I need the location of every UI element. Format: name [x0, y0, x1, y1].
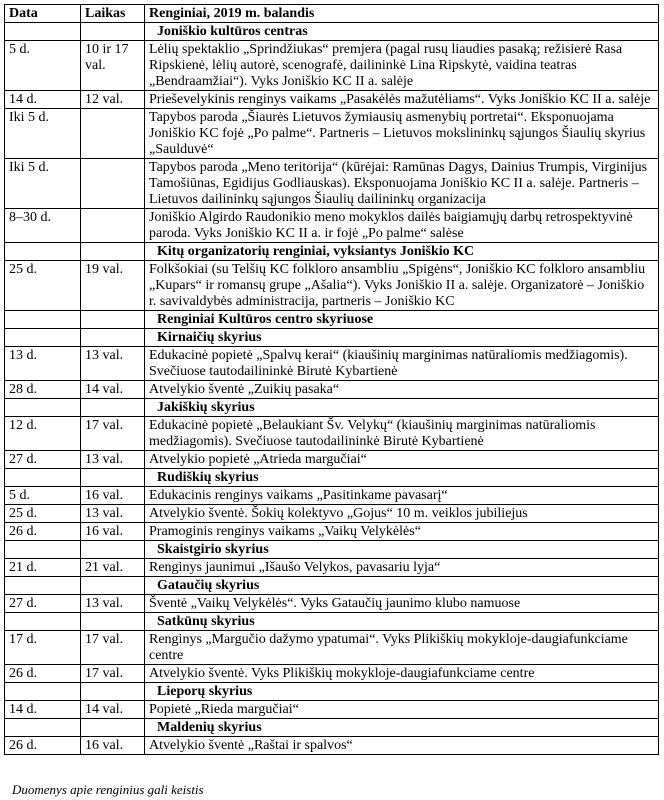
event-time: 13 val.: [81, 451, 145, 469]
event-date: 8–30 d.: [5, 209, 81, 243]
event-description: Lėlių spektaklio „Sprindžiukas“ premjera (pagal rusų liaudies pasaką; režisierė Rasa Ripskienė, lėlių autorė, scenografė, dailininkė Lina Ripskytė, vaidina teatras „Bendraamžiai“). Vyks Joniškio KC II a. salėje: [145, 41, 659, 91]
events-table: [4, 4, 659, 755]
header-events: Renginiai, 2019 m. balandis: [145, 5, 659, 23]
event-time: 13 val.: [81, 347, 145, 381]
event-row: [5, 595, 659, 613]
empty-cell: [81, 23, 145, 41]
empty-cell: [81, 613, 145, 631]
empty-cell: [5, 399, 81, 417]
event-row: [5, 209, 659, 243]
event-time: 14 val.: [81, 381, 145, 399]
empty-cell: [5, 469, 81, 487]
event-description: Atvelykio šventė „Zuikių pasaka“: [145, 381, 659, 399]
empty-cell: [5, 613, 81, 631]
event-date: 26 d.: [5, 665, 81, 683]
event-time: 19 val.: [81, 261, 145, 311]
event-time: 17 val.: [81, 665, 145, 683]
event-date: 14 d.: [5, 91, 81, 109]
empty-cell: [5, 329, 81, 347]
event-row: [5, 261, 659, 311]
section-title: Kitų organizatorių renginiai, vyksiantys Joniškio KC: [145, 243, 659, 261]
section-title: Maldenių skyrius: [145, 719, 659, 737]
empty-cell: [81, 541, 145, 559]
empty-cell: [81, 399, 145, 417]
event-time: 16 val.: [81, 487, 145, 505]
event-row: [5, 159, 659, 209]
event-row: [5, 523, 659, 541]
event-row: [5, 505, 659, 523]
event-row: [5, 559, 659, 577]
empty-cell: [81, 329, 145, 347]
event-description: Atvelykio šventė. Šokių kolektyvo „Gojus“ 10 m. veiklos jubiliejus: [145, 505, 659, 523]
empty-cell: [5, 541, 81, 559]
section-title: Skaistgirio skyrius: [145, 541, 659, 559]
section-header-row: [5, 719, 659, 737]
event-description: Renginys jaunimui „Išaušo Velykos, pavasariu lyja“: [145, 559, 659, 577]
empty-cell: [5, 719, 81, 737]
event-description: Atvelykio popietė „Atrieda margučiai“: [145, 451, 659, 469]
event-date: 13 d.: [5, 347, 81, 381]
section-header-row: [5, 683, 659, 701]
event-time: 17 val.: [81, 631, 145, 665]
event-time: 14 val.: [81, 701, 145, 719]
event-row: [5, 737, 659, 755]
section-title: Lieporų skyrius: [145, 683, 659, 701]
event-time: 17 val.: [81, 417, 145, 451]
section-title: Satkūnų skyrius: [145, 613, 659, 631]
empty-cell: [5, 243, 81, 261]
header-date: Data: [5, 5, 81, 23]
event-description: Renginys „Margučio dažymo ypatumai“. Vyks Plikiškių mokykloje-daugiafunkciame centre: [145, 631, 659, 665]
event-row: [5, 701, 659, 719]
event-row: [5, 381, 659, 399]
event-description: Atvelykio šventė „Raštai ir spalvos“: [145, 737, 659, 755]
event-date: 27 d.: [5, 451, 81, 469]
event-date: 25 d.: [5, 505, 81, 523]
event-time: [81, 159, 145, 209]
event-time: 13 val.: [81, 505, 145, 523]
event-time: 16 val.: [81, 523, 145, 541]
table-header-row: [5, 5, 659, 23]
event-row: [5, 109, 659, 159]
event-date: 14 d.: [5, 701, 81, 719]
event-time: 16 val.: [81, 737, 145, 755]
table-body: [5, 23, 659, 755]
event-row: [5, 451, 659, 469]
event-date: 5 d.: [5, 41, 81, 91]
event-row: [5, 41, 659, 91]
event-description: Popietė „Rieda margučiai“: [145, 701, 659, 719]
event-row: [5, 91, 659, 109]
section-header-row: [5, 541, 659, 559]
event-description: Edukacinė popietė „Spalvų kerai“ (kiaušinių marginimas natūraliomis medžiagomis). Svečiuose tautodailininkė Birutė Kybartienė: [145, 347, 659, 381]
empty-cell: [5, 311, 81, 329]
event-date: 21 d.: [5, 559, 81, 577]
section-title: Kirnaičių skyrius: [145, 329, 659, 347]
header-time: Laikas: [81, 5, 145, 23]
event-time: 12 val.: [81, 91, 145, 109]
section-title: Renginiai Kultūros centro skyriuose: [145, 311, 659, 329]
events-schedule: [4, 4, 658, 797]
footnote: Duomenys apie renginius gali keistis: [12, 782, 204, 797]
event-time: 10 ir 17 val.: [81, 41, 145, 91]
event-time: 21 val.: [81, 559, 145, 577]
event-date: 12 d.: [5, 417, 81, 451]
event-row: [5, 665, 659, 683]
empty-cell: [81, 469, 145, 487]
section-title: Rudiškių skyrius: [145, 469, 659, 487]
event-row: [5, 347, 659, 381]
event-date: 27 d.: [5, 595, 81, 613]
empty-cell: [81, 577, 145, 595]
event-description: Edukacinė popietė „Belaukiant Šv. Velykų“ (kiaušinių marginimas natūraliomis medžiagomis). Svečiuose tautodailininkė Birutė Kybartienė: [145, 417, 659, 451]
section-header-row: [5, 577, 659, 595]
empty-cell: [81, 311, 145, 329]
section-header-row: [5, 243, 659, 261]
event-description: Atvelykio šventė. Vyks Plikiškių mokykloje-daugiafunkciame centre: [145, 665, 659, 683]
event-row: [5, 631, 659, 665]
event-description: Tapybos paroda „Šiaurės Lietuvos žymiausių asmenybių portretai“. Eksponuojama Joniškio KC fojė „Po palme“. Partneris – Lietuvos mokslininkų sąjungos Šiaulių skyrius „Saulduvė“: [145, 109, 659, 159]
event-description: Prieševelykinis renginys vaikams „Pasakėlės mažutėliams“. Vyks Joniškio KC II a. salėje: [145, 91, 659, 109]
event-date: Iki 5 d.: [5, 109, 81, 159]
empty-cell: [81, 719, 145, 737]
section-header-row: [5, 23, 659, 41]
event-row: [5, 417, 659, 451]
empty-cell: [81, 243, 145, 261]
section-header-row: [5, 469, 659, 487]
event-date: Iki 5 d.: [5, 159, 81, 209]
event-description: Edukacinis renginys vaikams „Pasitinkame pavasarį“: [145, 487, 659, 505]
event-row: [5, 487, 659, 505]
event-description: Folkšokiai (su Telšių KC folkloro ansambliu „Spigėns“, Joniškio KC folkloro ansambliu „Kupars“ ir romansų grupe „Ašalia“). Vyks Joniškio II a. salėje. Organizatorė – Joniškio r. savivaldybės administracija, partneris – Joniškio KC: [145, 261, 659, 311]
event-date: 26 d.: [5, 523, 81, 541]
event-date: 5 d.: [5, 487, 81, 505]
event-date: 28 d.: [5, 381, 81, 399]
event-description: Joniškio Algirdo Raudonikio meno mokyklos dailės baigiamųjų darbų retrospektyvinė paroda. Vyks Joniškio KC II a. ir fojė „Po palme“ salėse: [145, 209, 659, 243]
event-time: [81, 209, 145, 243]
section-header-row: [5, 399, 659, 417]
section-header-row: [5, 329, 659, 347]
section-title: Jakiškių skyrius: [145, 399, 659, 417]
section-title: Gataučių skyrius: [145, 577, 659, 595]
event-description: Šventė „Vaikų Velykėlės“. Vyks Gataučių jaunimo klubo namuose: [145, 595, 659, 613]
section-title: Joniškio kultūros centras: [145, 23, 659, 41]
event-description: Pramoginis renginys vaikams „Vaikų Velykėlės“: [145, 523, 659, 541]
section-header-row: [5, 311, 659, 329]
empty-cell: [5, 577, 81, 595]
section-header-row: [5, 613, 659, 631]
event-time: [81, 109, 145, 159]
event-date: 26 d.: [5, 737, 81, 755]
empty-cell: [5, 23, 81, 41]
empty-cell: [81, 683, 145, 701]
event-time: 13 val.: [81, 595, 145, 613]
event-date: 17 d.: [5, 631, 81, 665]
event-description: Tapybos paroda „Meno teritorija“ (kūrėjai: Ramūnas Dagys, Dainius Trumpis, Virginijus Tamošiūnas, Egidijus Godliauskas). Eksponuojama Joniškio KC II a. salėje. Partneris – Lietuvos dailininkų sąjungos Šiaulių dailininkų organizacija: [145, 159, 659, 209]
empty-cell: [5, 683, 81, 701]
event-date: 25 d.: [5, 261, 81, 311]
